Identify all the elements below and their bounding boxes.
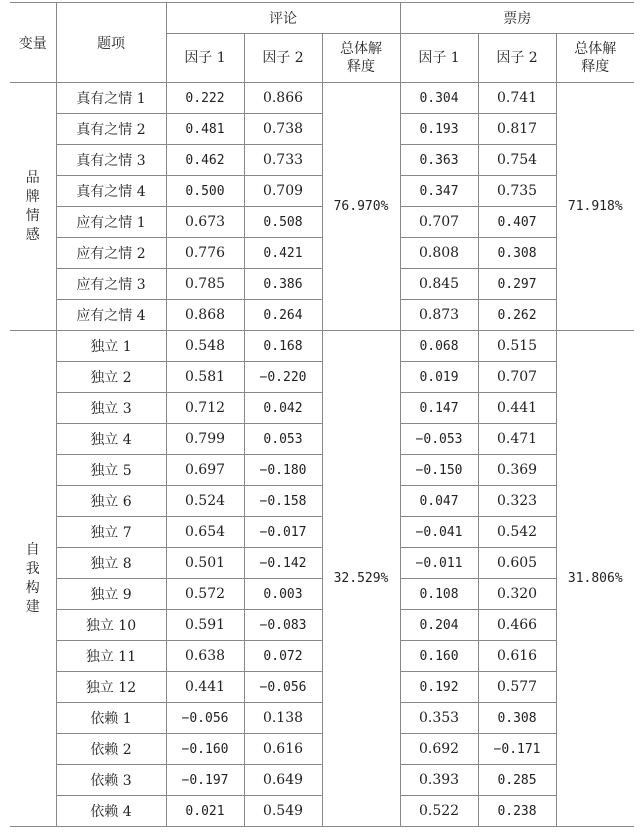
review-factor1-loading: 0.673: [166, 207, 244, 238]
review-factor2-loading: −0.142: [244, 548, 322, 579]
variable-char: 感: [25, 226, 40, 243]
item-label: 真有之情 2: [56, 114, 166, 145]
item-label: 独立 9: [56, 579, 166, 610]
box-factor1-loading: 0.192: [400, 672, 478, 703]
item-label: 独立 11: [56, 641, 166, 672]
box-factor2-loading: 0.369: [478, 455, 556, 486]
box-factor2-loading: 0.466: [478, 610, 556, 641]
box-factor2-loading: 0.515: [478, 331, 556, 362]
box-factor1-loading: 0.393: [400, 765, 478, 796]
box-factor2-loading: 0.308: [478, 703, 556, 734]
review-factor2-loading: −0.017: [244, 517, 322, 548]
box-factor1-loading: −0.041: [400, 517, 478, 548]
variable-label: [10, 83, 56, 331]
item-label: 独立 6: [56, 486, 166, 517]
item-label: 应有之情 3: [56, 269, 166, 300]
review-factor1-loading: 0.591: [166, 610, 244, 641]
header-item: 题项: [56, 3, 166, 83]
item-label: 应有之情 1: [56, 207, 166, 238]
header-box-factor2: 因子 2: [478, 34, 556, 83]
header-box-explained-line2: 释度: [581, 59, 610, 75]
header-review-factor2: 因子 2: [244, 34, 322, 83]
box-factor1-loading: 0.845: [400, 269, 478, 300]
review-factor2-loading: 0.421: [244, 238, 322, 269]
box-factor1-loading: 0.108: [400, 579, 478, 610]
review-factor2-loading: 0.616: [244, 734, 322, 765]
box-factor2-loading: 0.238: [478, 796, 556, 827]
variable-char: 情: [25, 207, 40, 224]
box-factor1-loading: 0.347: [400, 176, 478, 207]
review-factor1-loading: 0.638: [166, 641, 244, 672]
variable-char: 构: [25, 579, 40, 596]
review-factor2-loading: 0.866: [244, 83, 322, 114]
review-factor1-loading: 0.548: [166, 331, 244, 362]
review-factor2-loading: −0.056: [244, 672, 322, 703]
review-factor1-loading: 0.654: [166, 517, 244, 548]
review-factor1-loading: 0.581: [166, 362, 244, 393]
item-label: 依赖 4: [56, 796, 166, 827]
review-factor1-loading: 0.799: [166, 424, 244, 455]
variable-char: 牌: [25, 188, 40, 205]
review-explained-variance: 32.529%: [322, 331, 400, 827]
header-review-factor1: 因子 1: [166, 34, 244, 83]
item-label: 独立 10: [56, 610, 166, 641]
item-label: 独立 3: [56, 393, 166, 424]
review-factor1-loading: 0.697: [166, 455, 244, 486]
review-factor2-loading: 0.003: [244, 579, 322, 610]
review-factor2-loading: 0.138: [244, 703, 322, 734]
review-explained-variance: 76.970%: [322, 83, 400, 331]
box-factor1-loading: 0.692: [400, 734, 478, 765]
review-factor1-loading: 0.572: [166, 579, 244, 610]
box-factor1-loading: 0.353: [400, 703, 478, 734]
box-factor1-loading: −0.011: [400, 548, 478, 579]
header-row-1: [10, 3, 634, 34]
box-factor2-loading: 0.323: [478, 486, 556, 517]
review-factor2-loading: −0.083: [244, 610, 322, 641]
item-label: 真有之情 4: [56, 176, 166, 207]
box-factor1-loading: 0.019: [400, 362, 478, 393]
box-factor2-loading: 0.285: [478, 765, 556, 796]
box-factor2-loading: 0.741: [478, 83, 556, 114]
review-factor1-loading: 0.776: [166, 238, 244, 269]
review-factor2-loading: 0.168: [244, 331, 322, 362]
header-group-review: 评论: [166, 3, 400, 34]
review-factor2-loading: −0.180: [244, 455, 322, 486]
review-factor2-loading: −0.220: [244, 362, 322, 393]
box-factor1-loading: 0.873: [400, 300, 478, 331]
item-label: 应有之情 2: [56, 238, 166, 269]
box-factor1-loading: 0.522: [400, 796, 478, 827]
header-box-explained: [556, 34, 634, 83]
review-factor1-loading: 0.524: [166, 486, 244, 517]
item-label: 独立 2: [56, 362, 166, 393]
item-label: 独立 1: [56, 331, 166, 362]
review-factor2-loading: 0.386: [244, 269, 322, 300]
item-label: 依赖 1: [56, 703, 166, 734]
review-factor1-loading: 0.021: [166, 796, 244, 827]
box-factor2-loading: 0.542: [478, 517, 556, 548]
review-factor2-loading: 0.508: [244, 207, 322, 238]
review-factor1-loading: 0.785: [166, 269, 244, 300]
variable-char: 建: [25, 598, 40, 615]
box-factor2-loading: 0.297: [478, 269, 556, 300]
review-factor2-loading: 0.549: [244, 796, 322, 827]
review-factor1-loading: −0.160: [166, 734, 244, 765]
factor-loading-table: [10, 2, 634, 827]
header-review-explained: [322, 34, 400, 83]
table-body: [10, 83, 634, 827]
item-label: 独立 7: [56, 517, 166, 548]
review-factor1-loading: −0.197: [166, 765, 244, 796]
review-factor1-loading: 0.500: [166, 176, 244, 207]
review-factor2-loading: 0.072: [244, 641, 322, 672]
variable-char: 自: [25, 541, 40, 558]
box-factor1-loading: 0.047: [400, 486, 478, 517]
review-factor1-loading: 0.712: [166, 393, 244, 424]
variable-char: 品: [25, 169, 40, 186]
box-factor1-loading: −0.150: [400, 455, 478, 486]
box-factor1-loading: −0.053: [400, 424, 478, 455]
variable-label: [10, 331, 56, 827]
box-factor2-loading: 0.754: [478, 145, 556, 176]
box-factor2-loading: −0.171: [478, 734, 556, 765]
box-factor1-loading: 0.204: [400, 610, 478, 641]
variable-char: 我: [25, 560, 40, 577]
review-factor2-loading: 0.042: [244, 393, 322, 424]
box-factor2-loading: 0.817: [478, 114, 556, 145]
box-explained-variance: 31.806%: [556, 331, 634, 827]
box-factor1-loading: 0.147: [400, 393, 478, 424]
review-factor2-loading: −0.158: [244, 486, 322, 517]
box-factor1-loading: 0.068: [400, 331, 478, 362]
review-factor2-loading: 0.709: [244, 176, 322, 207]
box-factor2-loading: 0.616: [478, 641, 556, 672]
box-explained-variance: 71.918%: [556, 83, 634, 331]
header-box-factor1: 因子 1: [400, 34, 478, 83]
table-row: [10, 83, 634, 114]
box-factor1-loading: 0.808: [400, 238, 478, 269]
review-factor1-loading: 0.222: [166, 83, 244, 114]
review-factor2-loading: 0.649: [244, 765, 322, 796]
table-row: [10, 331, 634, 362]
review-factor2-loading: 0.053: [244, 424, 322, 455]
box-factor1-loading: 0.160: [400, 641, 478, 672]
header-review-explained-line2: 释度: [347, 59, 376, 75]
item-label: 真有之情 3: [56, 145, 166, 176]
item-label: 真有之情 1: [56, 83, 166, 114]
review-factor1-loading: 0.868: [166, 300, 244, 331]
review-factor1-loading: 0.481: [166, 114, 244, 145]
review-factor2-loading: 0.733: [244, 145, 322, 176]
item-label: 独立 8: [56, 548, 166, 579]
item-label: 独立 12: [56, 672, 166, 703]
box-factor2-loading: 0.262: [478, 300, 556, 331]
review-factor2-loading: 0.264: [244, 300, 322, 331]
review-factor2-loading: 0.738: [244, 114, 322, 145]
box-factor2-loading: 0.320: [478, 579, 556, 610]
box-factor2-loading: 0.471: [478, 424, 556, 455]
box-factor2-loading: 0.605: [478, 548, 556, 579]
review-factor1-loading: −0.056: [166, 703, 244, 734]
box-factor1-loading: 0.707: [400, 207, 478, 238]
box-factor1-loading: 0.304: [400, 83, 478, 114]
box-factor2-loading: 0.441: [478, 393, 556, 424]
box-factor2-loading: 0.407: [478, 207, 556, 238]
box-factor2-loading: 0.707: [478, 362, 556, 393]
box-factor1-loading: 0.193: [400, 114, 478, 145]
header-box-explained-line1: 总体解: [574, 41, 617, 57]
box-factor2-loading: 0.308: [478, 238, 556, 269]
header-variable: 变量: [10, 3, 56, 83]
item-label: 依赖 2: [56, 734, 166, 765]
box-factor1-loading: 0.363: [400, 145, 478, 176]
box-factor2-loading: 0.577: [478, 672, 556, 703]
review-factor1-loading: 0.441: [166, 672, 244, 703]
review-factor1-loading: 0.501: [166, 548, 244, 579]
review-factor1-loading: 0.462: [166, 145, 244, 176]
box-factor2-loading: 0.735: [478, 176, 556, 207]
header-group-boxoffice: 票房: [400, 3, 634, 34]
item-label: 独立 5: [56, 455, 166, 486]
item-label: 应有之情 4: [56, 300, 166, 331]
header-review-explained-line1: 总体解: [340, 41, 383, 57]
item-label: 依赖 3: [56, 765, 166, 796]
item-label: 独立 4: [56, 424, 166, 455]
